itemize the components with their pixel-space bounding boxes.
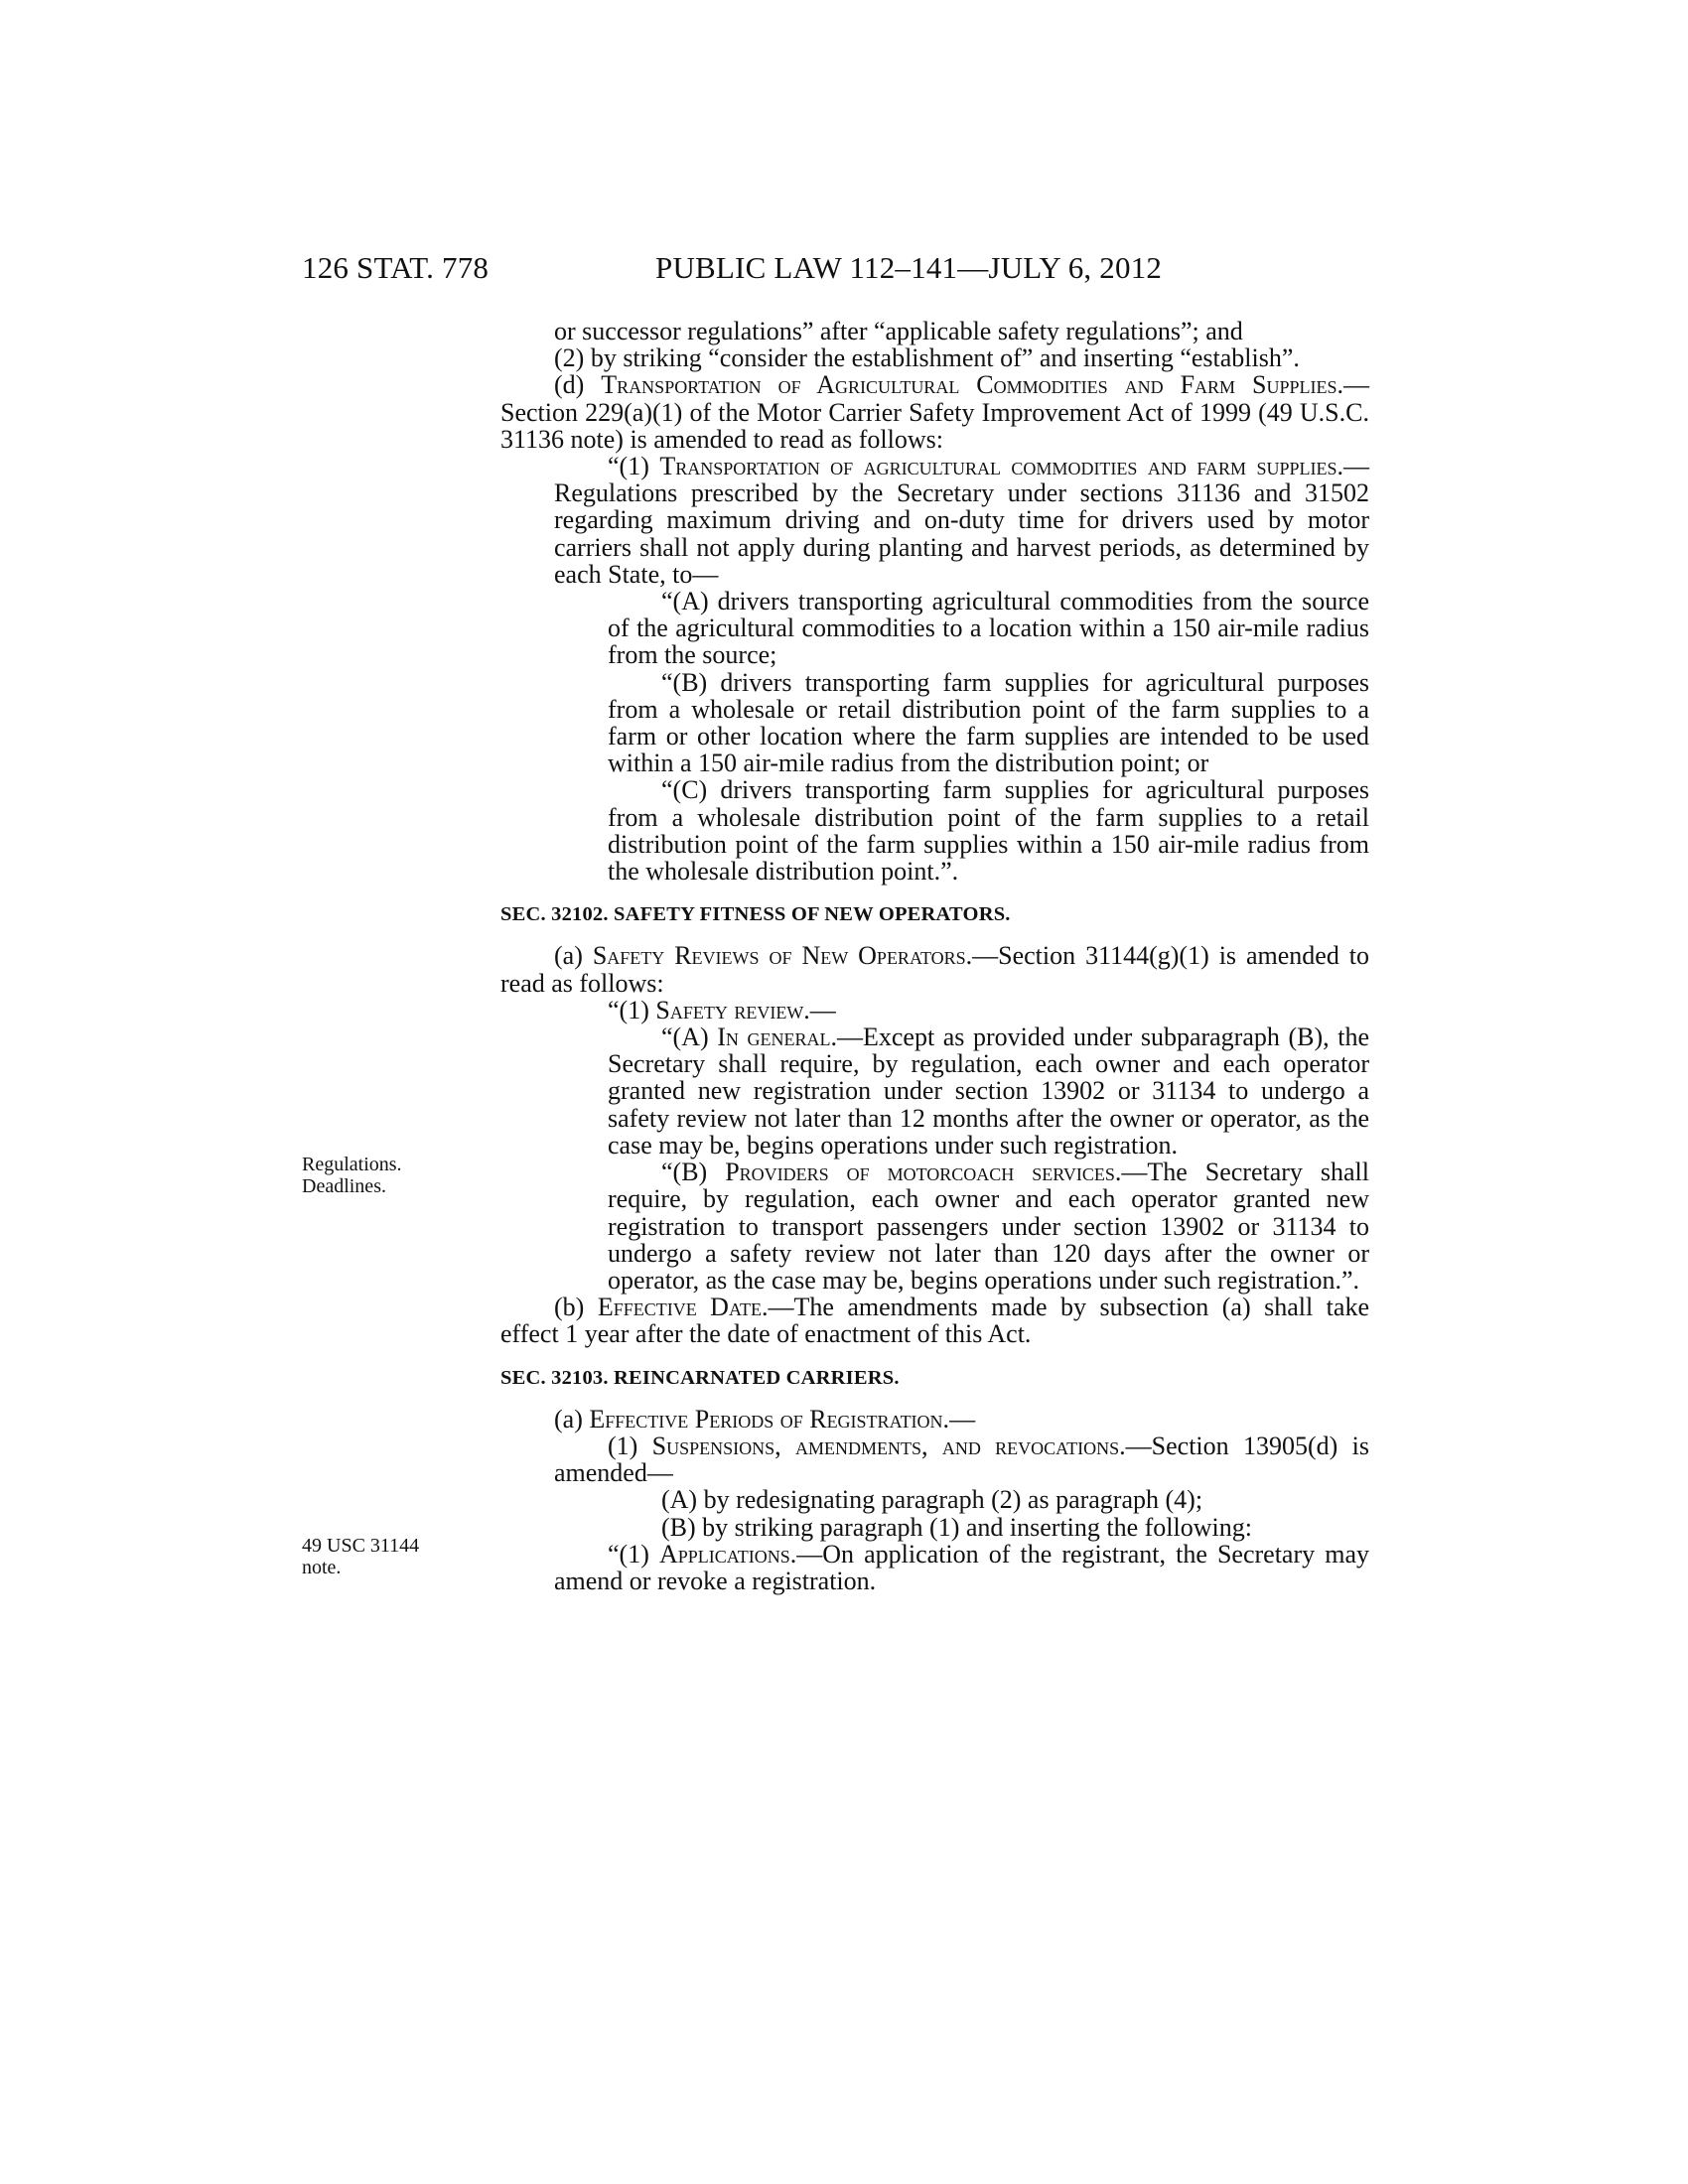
paragraph: (d) Transportation of Agricultural Commodities and Farm Supplies.—Section 229(a)(1) of the Motor Carrier Safety Improvement Act of 1999 (49 U.S.C. 31136 note) is amended to read as follows:	[500, 370, 1369, 454]
subparagraph-heading: Providers of motorcoach services.	[725, 1158, 1122, 1187]
margin-note-line: Deadlines.	[302, 1175, 386, 1197]
margin-note-regulations	[302, 1154, 402, 1197]
subparagraph: (A) by redesignating paragraph (2) as paragraph (4);	[661, 1485, 1203, 1515]
subparagraph: “(A) In general.—Except as provided under subparagraph (B), the Secretary shall require, by regulation, each owner and each operator granted new registration under section 13902 or 31134 to undergo a safety review not later than 12 months after the owner or operator, as the case may be, begins operations under such registration.	[608, 1023, 1369, 1160]
paragraph-heading: Suspensions, amendments, and revocations.	[651, 1431, 1126, 1460]
paragraph: (a) Safety Reviews of New Operators.—Section 31144(g)(1) is amended to read as follows:	[500, 941, 1369, 998]
section-heading: SEC. 32102. SAFETY FITNESS OF NEW OPERATORS.	[500, 903, 1011, 926]
stat-page-number: 126 STAT. 778	[302, 250, 490, 285]
subsection-heading: Transportation of Agricultural Commodities and Farm Supplies.	[601, 370, 1343, 400]
paragraph: (a) Effective Periods of Registration.—	[554, 1404, 976, 1433]
body-text	[500, 318, 1369, 1594]
paragraph: “(1) Transportation of agricultural commodities and farm supplies.—Regulations prescribed by the Secretary under sections 31136 and 31502 regarding maximum driving and on-duty time for drivers used by motor carriers shall not apply during planting and harvest periods, as determined by each State, to—	[554, 452, 1370, 589]
subsection-heading: Safety Reviews of New Operators.	[592, 941, 973, 971]
paragraph: “(1) Applications.—On application of the registrant, the Secretary may amend or revoke a registration.	[554, 1539, 1369, 1595]
margin-note-usc	[302, 1535, 419, 1578]
subparagraph: (B) by striking paragraph (1) and inserting the following:	[661, 1512, 1252, 1542]
subsection-heading: Effective Periods of Registration.	[589, 1404, 950, 1433]
paragraph: (b) Effective Date.—The amendments made by subsection (a) shall take effect 1 year after the date of enactment of this Act.	[500, 1293, 1369, 1349]
subparagraph: “(C) drivers transporting farm supplies for agricultural purposes from a wholesale distribution point of the farm supplies to a retail distribution point of the farm supplies within a 150 air-mile radius from the wholesale distribution point.”.	[608, 775, 1369, 887]
paragraph: (1) Suspensions, amendments, and revocations.—Section 13905(d) is amended—	[554, 1431, 1369, 1488]
margin-note-line: note.	[302, 1557, 342, 1578]
margin-note-line: 49 USC 31144	[302, 1535, 420, 1557]
running-header: PUBLIC LAW 112–141—JULY 6, 2012	[655, 250, 1163, 285]
section-heading: SEC. 32103. REINCARNATED CARRIERS.	[500, 1366, 900, 1389]
subparagraph: “(B) drivers transporting farm supplies for agricultural purposes from a wholesale or retail distribution point of the farm supplies to a farm or other location where the farm supplies are intended to be used within a 150 air-mile radius from the distribution point; or	[608, 667, 1369, 778]
paragraph-heading: Transportation of agricultural commodities and farm supplies.	[659, 452, 1344, 481]
paragraph: “(1) Safety review.—	[608, 995, 836, 1024]
margin-note-line: Regulations.	[302, 1154, 402, 1175]
paragraph: or successor regulations” after “applicable safety regulations”; and	[554, 317, 1243, 345]
subsection-heading: Effective Date.	[597, 1293, 769, 1322]
subparagraph: “(B) Providers of motorcoach services.—The Secretary shall require, by regulation, each owner and each operator granted new registration to transport passengers under section 13902 or 31134 to undergo a safety review not later than 120 days after the owner or operator, as the case may be, begins operations under such registration.”.	[608, 1158, 1369, 1295]
paragraph-heading: Safety review.	[655, 995, 810, 1024]
subparagraph: “(A) drivers transporting agricultural commodities from the source of the agricultural commodities to a location within a 150 air-mile radius from the source;	[608, 587, 1369, 670]
subparagraph-heading: In general.	[717, 1023, 837, 1052]
paragraph-heading: Applications.	[658, 1539, 797, 1569]
paragraph: (2) by striking “consider the establishment of” and inserting “establish”.	[554, 343, 1300, 373]
